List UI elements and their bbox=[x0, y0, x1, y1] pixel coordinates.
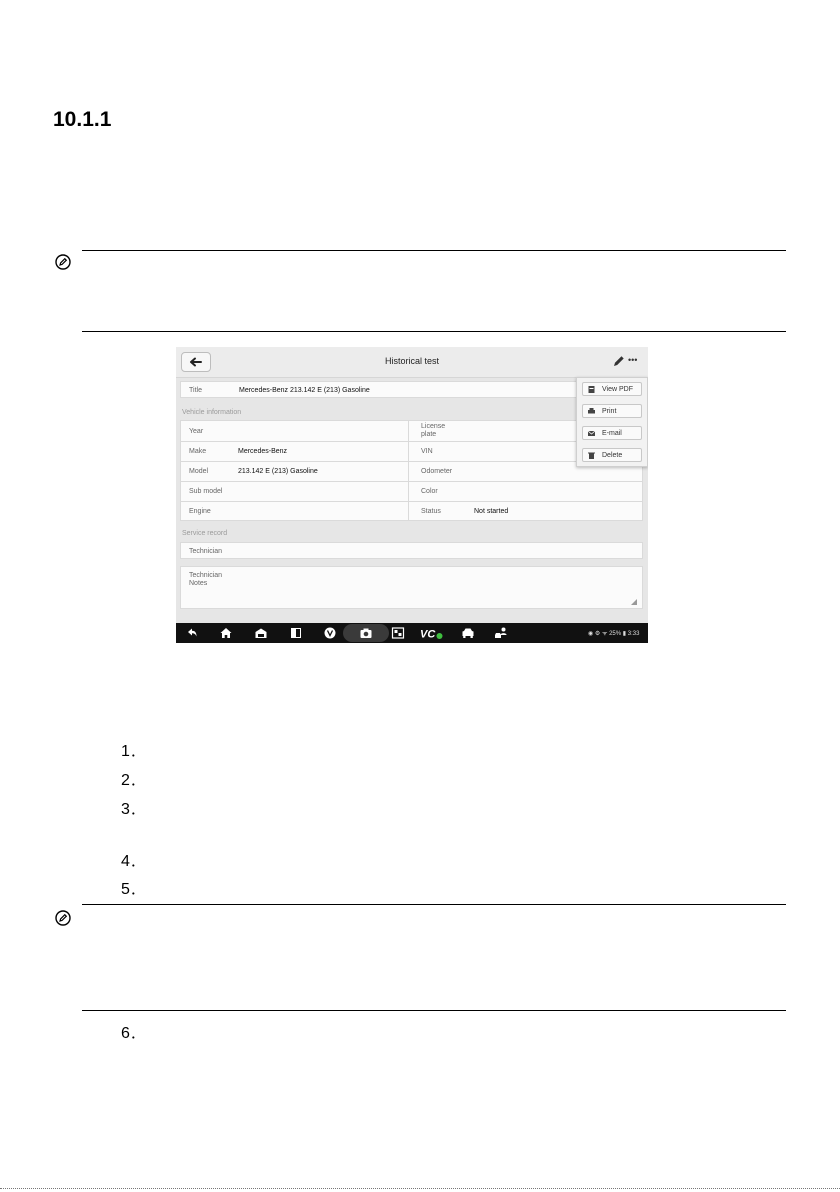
status-bar bbox=[588, 629, 639, 637]
back-icon[interactable] bbox=[185, 626, 199, 640]
year-label: Year bbox=[189, 428, 204, 435]
step-number-4: 4． bbox=[121, 853, 148, 870]
vin-label: VIN bbox=[421, 448, 433, 455]
table-divider bbox=[408, 420, 409, 521]
edit-icon[interactable] bbox=[612, 354, 626, 368]
license-label-line2: plate bbox=[421, 431, 437, 438]
note-top-rule bbox=[82, 250, 786, 251]
garage-icon[interactable] bbox=[254, 626, 268, 640]
color-label: Color bbox=[421, 488, 438, 495]
row-divider bbox=[180, 461, 643, 462]
technician-row[interactable] bbox=[180, 542, 643, 559]
display-icon[interactable] bbox=[391, 626, 405, 640]
make-label: Make bbox=[189, 448, 207, 455]
step-number-1: 1． bbox=[121, 743, 148, 760]
technician-label: Technician bbox=[189, 548, 223, 555]
status-value: Not started bbox=[474, 508, 509, 515]
row-divider bbox=[180, 441, 643, 442]
print-button[interactable] bbox=[582, 404, 642, 418]
vci-icon[interactable] bbox=[420, 626, 444, 640]
recent-apps-icon[interactable] bbox=[289, 626, 303, 640]
view-pdf-button[interactable] bbox=[582, 382, 642, 396]
battery-level: 25% bbox=[609, 631, 622, 637]
step-number-5: 5． bbox=[121, 881, 148, 898]
view-pdf-label: View PDF bbox=[602, 386, 633, 393]
odometer-label: Odometer bbox=[421, 468, 453, 475]
model-label: Model bbox=[189, 468, 209, 475]
row-divider bbox=[180, 481, 643, 482]
note-bottom-rule bbox=[82, 1010, 786, 1011]
license-label-line1: License bbox=[421, 423, 446, 430]
status-label: Status bbox=[421, 508, 441, 515]
title-row bbox=[180, 381, 643, 398]
battery-icon: ▮ bbox=[621, 631, 628, 637]
pdf-icon bbox=[588, 386, 595, 393]
email-label: E-mail bbox=[602, 430, 622, 437]
section-number: 10.1.1 bbox=[53, 108, 112, 131]
step-number-2: 2． bbox=[121, 772, 148, 789]
notes-label-line2: Notes bbox=[189, 580, 208, 587]
model-value[interactable]: 213.142 E (213) Gasoline bbox=[238, 468, 318, 475]
technician-notes-field[interactable] bbox=[180, 566, 643, 609]
note-bottom-rule bbox=[82, 331, 786, 332]
mail-icon bbox=[588, 430, 595, 437]
step-number-3: 3． bbox=[121, 801, 148, 818]
notes-label-line1: Technician bbox=[189, 572, 223, 579]
trash-icon bbox=[588, 452, 595, 459]
home-icon[interactable] bbox=[219, 626, 233, 640]
pencil-circle-icon bbox=[55, 910, 71, 926]
more-icon[interactable]: ••• bbox=[628, 355, 638, 365]
window-title: Historical test bbox=[384, 356, 439, 366]
row-divider bbox=[180, 501, 643, 502]
vehicle-section-label: Vehicle information bbox=[182, 409, 242, 416]
delete-button[interactable] bbox=[582, 448, 642, 462]
submodel-label: Sub model bbox=[189, 488, 223, 495]
print-label: Print bbox=[602, 408, 617, 415]
camera-icon[interactable] bbox=[359, 626, 373, 640]
browser-icon[interactable] bbox=[323, 626, 337, 640]
more-options-menu bbox=[576, 377, 648, 467]
step-number-6: 6． bbox=[121, 1025, 148, 1042]
android-navigation-bar bbox=[176, 623, 648, 643]
resize-handle-icon[interactable] bbox=[631, 599, 637, 605]
historical-test-screenshot bbox=[176, 347, 648, 643]
user-car-icon[interactable] bbox=[494, 626, 508, 640]
note-top-rule bbox=[82, 904, 786, 905]
engine-label: Engine bbox=[189, 508, 211, 515]
page-footer-line bbox=[0, 1188, 840, 1189]
svg-text:VC: VC bbox=[420, 628, 436, 640]
clock: 3:33 bbox=[627, 631, 640, 637]
title-label: Title bbox=[189, 387, 202, 394]
make-value[interactable]: Mercedes-Benz bbox=[238, 448, 288, 455]
car-icon[interactable] bbox=[461, 626, 475, 640]
title-value[interactable]: Mercedes-Benz 213.142 E (213) Gasoline bbox=[239, 387, 370, 394]
pencil-circle-icon bbox=[55, 254, 71, 270]
email-button[interactable] bbox=[582, 426, 642, 440]
service-section-label: Service record bbox=[182, 530, 228, 537]
delete-label: Delete bbox=[602, 452, 623, 459]
status-icons: ◉ ⚙ ᯤ bbox=[588, 631, 610, 637]
printer-icon bbox=[588, 408, 595, 415]
